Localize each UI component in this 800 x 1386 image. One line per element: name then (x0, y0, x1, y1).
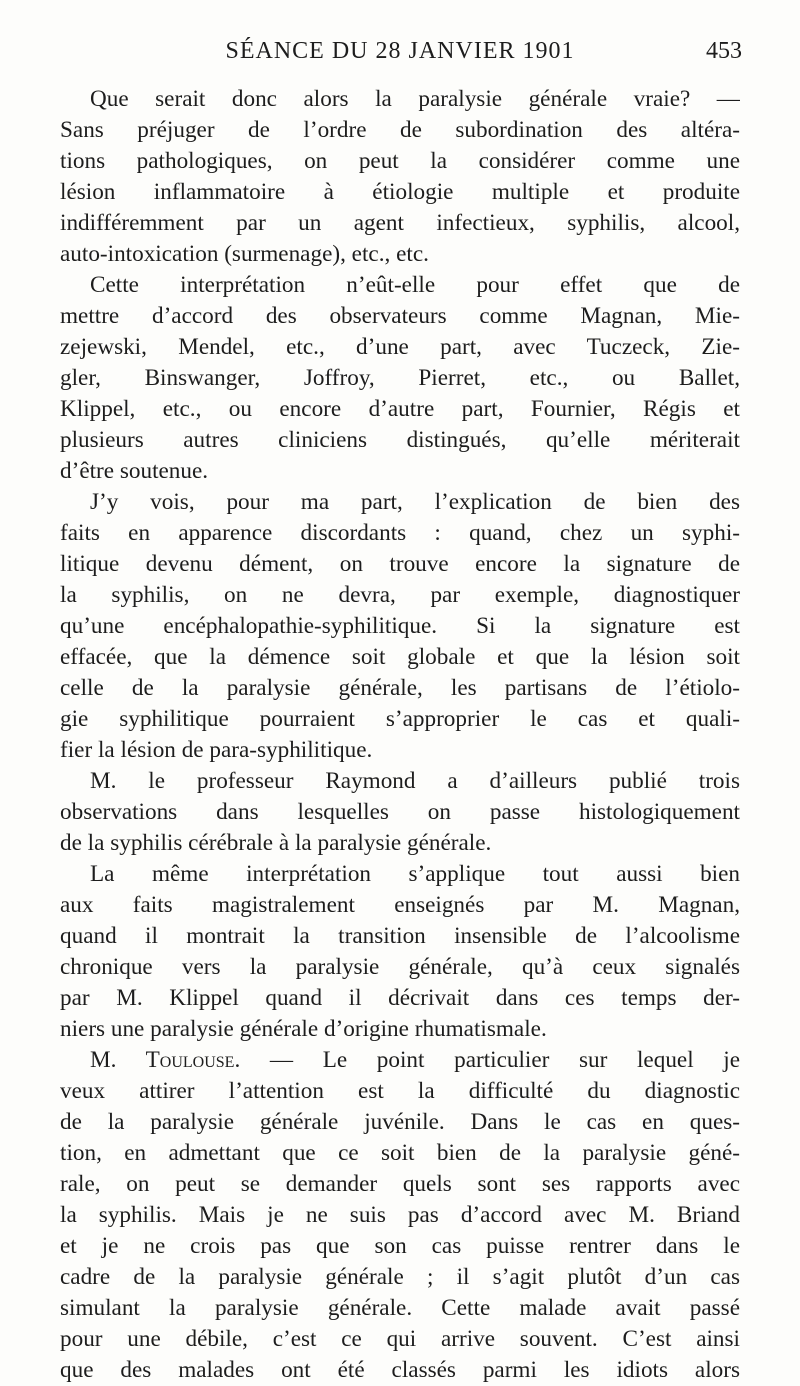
text-line: rale, on peut se demander quels sont ses rapports avec (60, 1171, 740, 1197)
text-line: tion, en admettant que ce soit bien de la paralysie géné- (60, 1140, 740, 1166)
text-line: indifféremment par un agent infectieux, syphilis, alcool, (60, 210, 740, 236)
text-line: La même interprétation s’applique tout aussi bien (90, 861, 740, 887)
text-line: quand il montrait la transition insensible de l’alcoolisme (60, 923, 740, 949)
text-line: de la paralysie générale juvénile. Dans le cas en ques- (60, 1109, 740, 1135)
text-line: veux attirer l’attention est la difficulté du diagnostic (60, 1078, 740, 1104)
text-line (60, 1045, 740, 1076)
running-head (60, 36, 740, 76)
text-line: niers une paralysie générale d’origine rhumatismale. (60, 1016, 547, 1042)
text-line: et je ne crois pas que son cas puisse rentrer dans le (60, 1233, 740, 1259)
text-line: zejewski, Mendel, etc., d’une part, avec Tuczeck, Zie- (60, 334, 740, 360)
running-head-title: SÉANCE DU 28 JANVIER 1901 (225, 38, 575, 64)
text-line: Que serait donc alors la paralysie générale vraie? — (90, 86, 740, 112)
body-text (60, 84, 740, 1386)
text-line: la syphilis. Mais je ne suis pas d’accord avec M. Briand (60, 1202, 740, 1228)
text-line: chronique vers la paralysie générale, qu’à ceux signalés (60, 954, 740, 980)
text-line: J’y vois, pour ma part, l’explication de bien des (90, 489, 740, 515)
text-line: cadre de la paralysie générale ; il s’agit plutôt d’un cas (60, 1264, 740, 1290)
text-line: simulant la paralysie générale. Cette malade avait passé (60, 1295, 740, 1321)
text-line: que des malades ont été classés parmi les idiots alors (60, 1357, 740, 1383)
text-line: litique devenu dément, on trouve encore la signature de (60, 551, 740, 577)
text-line: qu’une encéphalopathie-syphilitique. Si la signature est (60, 613, 740, 639)
page-number: 453 (706, 38, 742, 64)
text-line: auto-intoxication (surmenage), etc., etc. (60, 241, 429, 267)
text-line: Cette interprétation n’eût-elle pour effet que de (90, 272, 740, 298)
text-line: aux faits magistralement enseignés par M. Magnan, (60, 892, 740, 918)
text-line: Klippel, etc., ou encore d’autre part, Fournier, Régis et (60, 396, 740, 422)
text-line: Sans préjuger de l’ordre de subordination des altéra- (60, 117, 740, 143)
speaker-name: M. Toulouse. (90, 1047, 241, 1073)
speaker-text: — Le point particulier sur lequel je (240, 1047, 740, 1073)
text-line: observations dans lesquelles on passe histologiquement (60, 799, 740, 825)
text-line: celle de la paralysie générale, les partisans de l’étiolo- (60, 675, 740, 701)
text-line: par M. Klippel quand il décrivait dans ces temps der- (60, 985, 740, 1011)
text-line: M. le professeur Raymond a d’ailleurs publié trois (90, 768, 740, 794)
text-line: faits en apparence discordants : quand, chez un syphi- (60, 520, 740, 546)
text-line: d’être soutenue. (60, 458, 209, 484)
text-line: fier la lésion de para-syphilitique. (60, 737, 373, 763)
text-line: gie syphilitique pourraient s’approprier le cas et quali- (60, 706, 740, 732)
text-line: pour une débile, c’est ce qui arrive souvent. C’est ainsi (60, 1326, 740, 1352)
text-line: plusieurs autres cliniciens distingués, qu’elle mériterait (60, 427, 740, 453)
text-line: de la syphilis cérébrale à la paralysie générale. (60, 830, 492, 856)
text-line: effacée, que la démence soit globale et que la lésion soit (60, 644, 740, 670)
text-line: mettre d’accord des observateurs comme Magnan, Mie- (60, 303, 740, 329)
text-line: lésion inflammatoire à étiologie multiple et produite (60, 179, 740, 205)
text-line: la syphilis, on ne devra, par exemple, diagnostiquer (60, 582, 740, 608)
text-line: tions pathologiques, on peut la considérer comme une (60, 148, 740, 174)
text-line: gler, Binswanger, Joffroy, Pierret, etc., ou Ballet, (60, 365, 740, 391)
